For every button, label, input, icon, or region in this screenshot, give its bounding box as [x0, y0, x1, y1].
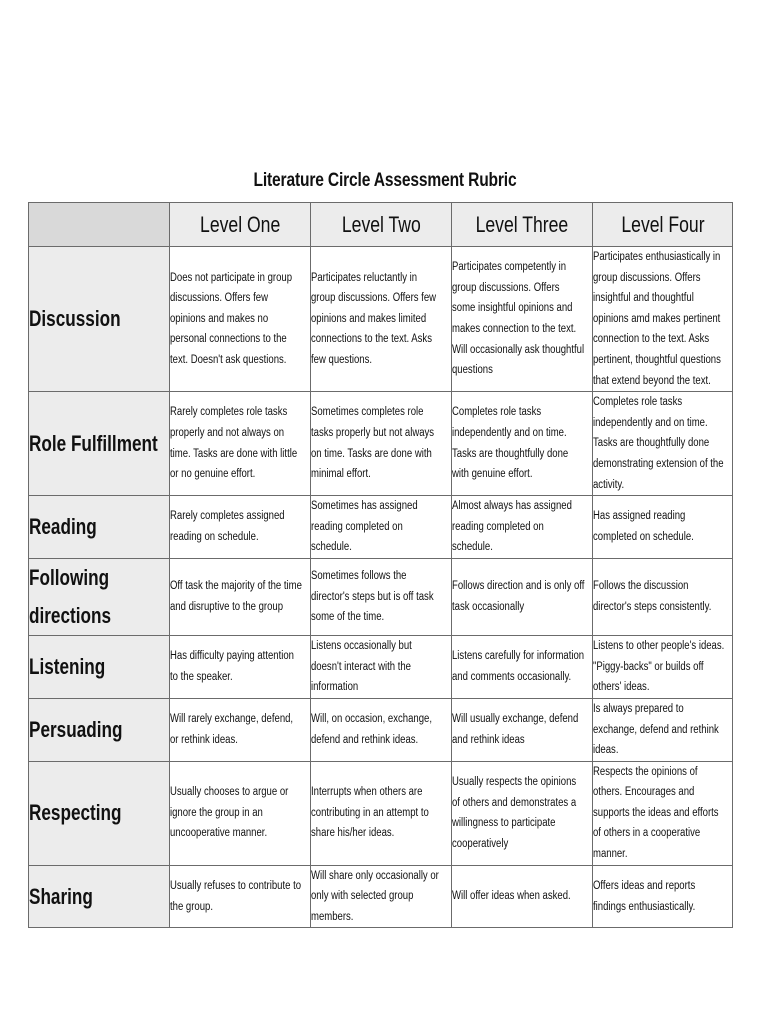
cell-respecting-level-one: Usually chooses to argue or ignore the group in an uncooperative manner. [170, 761, 311, 865]
rubric-table [28, 202, 733, 928]
cell-sharing-level-two: Will share only occasionally or only with selected group members. [311, 865, 452, 928]
cell-respecting-level-three: Usually respects the opinions of others and demonstrates a willingness to participate cooperatively [452, 761, 593, 865]
cell-reading-level-four: Has assigned reading completed on schedule. [593, 496, 733, 559]
criterion-discussion: Discussion [29, 247, 170, 392]
criterion-persuading: Persuading [29, 698, 170, 761]
cell-discussion-level-two: Participates reluctantly in group discussions. Offers few opinions and makes limited connections to the text. Asks few questions. [311, 247, 452, 392]
cell-listening-level-one: Has difficulty paying attention to the speaker. [170, 635, 311, 698]
cell-role-level-four: Completes role tasks independently and on time. Tasks are thoughtfully done demonstrating extension of the activity. [593, 392, 733, 496]
level-two-header: Level Two [311, 203, 452, 247]
table-row [29, 865, 733, 928]
cell-role-level-one: Rarely completes role tasks properly and not always on time. Tasks are done with little or no genuine effort. [170, 392, 311, 496]
criterion-listening: Listening [29, 635, 170, 698]
cell-following-level-two: Sometimes follows the director's steps but is off task some of the time. [311, 558, 452, 635]
cell-sharing-level-three: Will offer ideas when asked. [452, 865, 593, 928]
cell-listening-level-three: Listens carefully for information and comments occasionally. [452, 635, 593, 698]
level-one-header: Level One [170, 203, 311, 247]
cell-discussion-level-four: Participates enthusiastically in group discussions. Offers insightful and thoughtful opinions amd makes pertinent connection to the text. Asks pertinent, thoughtful questions that extend beyond the text. [593, 247, 733, 392]
table-row [29, 496, 733, 559]
cell-persuading-level-one: Will rarely exchange, defend, or rethink ideas. [170, 698, 311, 761]
cell-respecting-level-two: Interrupts when others are contributing in an attempt to share his/her ideas. [311, 761, 452, 865]
cell-reading-level-one: Rarely completes assigned reading on schedule. [170, 496, 311, 559]
cell-role-level-two: Sometimes completes role tasks properly but not always on time. Tasks are done with minimal effort. [311, 392, 452, 496]
table-row [29, 698, 733, 761]
header-row [29, 203, 733, 247]
cell-reading-level-three: Almost always has assigned reading completed on schedule. [452, 496, 593, 559]
cell-sharing-level-four: Offers ideas and reports findings enthusiastically. [593, 865, 733, 928]
criterion-sharing: Sharing [29, 865, 170, 928]
criterion-following-directions: Following directions [29, 558, 170, 635]
table-row [29, 247, 733, 392]
level-four-header: Level Four [593, 203, 733, 247]
rubric-title: Literature Circle Assessment Rubric [253, 170, 517, 191]
table-row [29, 761, 733, 865]
cell-reading-level-two: Sometimes has assigned reading completed on schedule. [311, 496, 452, 559]
cell-persuading-level-two: Will, on occasion, exchange, defend and rethink ideas. [311, 698, 452, 761]
level-three-header: Level Three [452, 203, 593, 247]
cell-respecting-level-four: Respects the opinions of others. Encourages and supports the ideas and efforts of others in a cooperative manner. [593, 761, 733, 865]
cell-listening-level-four: Listens to other people's ideas. "Piggy-backs" or builds off others' ideas. [593, 635, 733, 698]
cell-discussion-level-one: Does not participate in group discussions. Offers few opinions and makes no personal connections to the text. Doesn't ask questions. [170, 247, 311, 392]
table-row [29, 635, 733, 698]
cell-persuading-level-three: Will usually exchange, defend and rethink ideas [452, 698, 593, 761]
criterion-reading: Reading [29, 496, 170, 559]
cell-sharing-level-one: Usually refuses to contribute to the group. [170, 865, 311, 928]
corner-cell [29, 203, 170, 247]
cell-role-level-three: Completes role tasks independently and on time. Tasks are thoughtfully done with genuine effort. [452, 392, 593, 496]
criterion-role-fulfillment: Role Fulfillment [29, 392, 170, 496]
table-row [29, 558, 733, 635]
table-row [29, 392, 733, 496]
cell-discussion-level-three: Participates competently in group discussions. Offers some insightful opinions and makes connection to the text. Will occasionally ask thoughtful questions [452, 247, 593, 392]
criterion-respecting: Respecting [29, 761, 170, 865]
cell-following-level-three: Follows direction and is only off task occasionally [452, 558, 593, 635]
cell-persuading-level-four: Is always prepared to exchange, defend and rethink ideas. [593, 698, 733, 761]
cell-listening-level-two: Listens occasionally but doesn't interact with the information [311, 635, 452, 698]
cell-following-level-four: Follows the discussion director's steps consistently. [593, 558, 733, 635]
cell-following-level-one: Off task the majority of the time and disruptive to the group [170, 558, 311, 635]
